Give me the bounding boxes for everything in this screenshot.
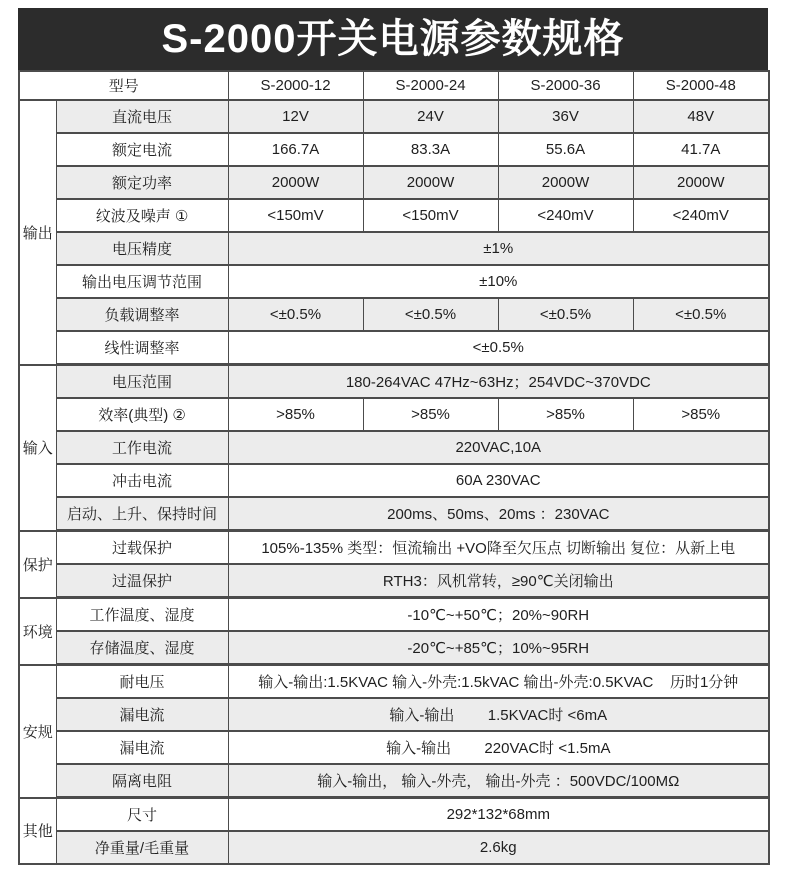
row-label: 额定电流 [56, 133, 228, 166]
row-label: 净重量/毛重量 [56, 831, 228, 864]
value-cell: <150mV [228, 199, 363, 232]
table-row [19, 166, 769, 199]
span-value-cell: 105%-135% 类型：恒流输出 +VO降至欠压点 切断输出 复位：从新上电 [228, 531, 769, 565]
span-value-cell: 60A 230VAC [228, 464, 769, 497]
model-name: S-2000-12 [228, 71, 363, 100]
value-cell: >85% [498, 398, 633, 431]
table-row [19, 133, 769, 166]
span-value-cell: -10℃~+50℃；20%~90RH [228, 598, 769, 632]
value-cell: <150mV [363, 199, 498, 232]
group-label-safety: 安规 [19, 665, 56, 798]
value-cell: <±0.5% [228, 298, 363, 331]
span-value-cell: 2.6kg [228, 831, 769, 864]
table-row [19, 665, 769, 699]
table-row [19, 298, 769, 331]
span-value-cell: 输入-输出:1.5KVAC 输入-外壳:1.5kVAC 输出-外壳:0.5KVAC 历时1分钟 [228, 665, 769, 699]
span-value-cell: 输入-输出， 输入-外壳， 输出-外壳 ：500VDC/100MΩ [228, 764, 769, 798]
row-label: 电压范围 [56, 365, 228, 399]
model-name: S-2000-36 [498, 71, 633, 100]
table-header-row [19, 71, 769, 100]
page-title: S-2000开关电源参数规格 [18, 8, 768, 70]
value-cell: 36V [498, 100, 633, 133]
value-cell: <240mV [633, 199, 769, 232]
row-label: 额定功率 [56, 166, 228, 199]
model-name: S-2000-48 [633, 71, 769, 100]
value-cell: 24V [363, 100, 498, 133]
group-label-protection: 保护 [19, 531, 56, 598]
table-row [19, 431, 769, 464]
table-row [19, 764, 769, 798]
value-cell: 2000W [633, 166, 769, 199]
table-row [19, 331, 769, 365]
row-label: 过温保护 [56, 564, 228, 598]
row-label: 负载调整率 [56, 298, 228, 331]
table-row [19, 598, 769, 632]
value-cell: <±0.5% [363, 298, 498, 331]
row-label: 电压精度 [56, 232, 228, 265]
model-header-label: 型号 [19, 71, 228, 100]
span-value-cell: 292*132*68mm [228, 798, 769, 832]
row-label: 线性调整率 [56, 331, 228, 365]
value-cell: <240mV [498, 199, 633, 232]
row-label: 效率(典型) ② [56, 398, 228, 431]
row-label: 耐电压 [56, 665, 228, 699]
table-row [19, 564, 769, 598]
row-label: 冲击电流 [56, 464, 228, 497]
span-value-cell: <±0.5% [228, 331, 769, 365]
table-row [19, 398, 769, 431]
table-row [19, 199, 769, 232]
table-row [19, 698, 769, 731]
value-cell: 2000W [363, 166, 498, 199]
row-label: 漏电流 [56, 731, 228, 764]
row-label: 漏电流 [56, 698, 228, 731]
row-label: 隔离电阻 [56, 764, 228, 798]
span-value-cell: 输入-输出 1.5KVAC时 <6mA [228, 698, 769, 731]
value-cell: 48V [633, 100, 769, 133]
row-label: 纹波及噪声 ① [56, 199, 228, 232]
value-cell: 41.7A [633, 133, 769, 166]
row-label: 过载保护 [56, 531, 228, 565]
table-row [19, 365, 769, 399]
spec-table [18, 70, 770, 865]
row-label: 存储温度、湿度 [56, 631, 228, 665]
table-row [19, 798, 769, 832]
value-cell: 2000W [498, 166, 633, 199]
table-row [19, 531, 769, 565]
row-label: 尺寸 [56, 798, 228, 832]
value-cell: 83.3A [363, 133, 498, 166]
table-row [19, 831, 769, 864]
table-row [19, 100, 769, 133]
group-label-other: 其他 [19, 798, 56, 865]
group-label-environment: 环境 [19, 598, 56, 665]
table-row [19, 232, 769, 265]
group-label-output: 输出 [19, 100, 56, 365]
row-label: 输出电压调节范围 [56, 265, 228, 298]
value-cell: 2000W [228, 166, 363, 199]
span-value-cell: 200ms、50ms、20ms ：230VAC [228, 497, 769, 531]
span-value-cell: -20℃~+85℃；10%~95RH [228, 631, 769, 665]
row-label: 启动、上升、保持时间 [56, 497, 228, 531]
model-name: S-2000-24 [363, 71, 498, 100]
value-cell: >85% [228, 398, 363, 431]
row-label: 工作温度、湿度 [56, 598, 228, 632]
table-row [19, 497, 769, 531]
value-cell: <±0.5% [498, 298, 633, 331]
span-value-cell: 220VAC,10A [228, 431, 769, 464]
table-row [19, 464, 769, 497]
value-cell: 166.7A [228, 133, 363, 166]
value-cell: 55.6A [498, 133, 633, 166]
value-cell: >85% [633, 398, 769, 431]
span-value-cell: RTH3：风机常转，≥90℃关闭输出 [228, 564, 769, 598]
table-row [19, 265, 769, 298]
table-row [19, 731, 769, 764]
span-value-cell: ±10% [228, 265, 769, 298]
value-cell: 12V [228, 100, 363, 133]
value-cell: <±0.5% [633, 298, 769, 331]
table-row [19, 631, 769, 665]
row-label: 直流电压 [56, 100, 228, 133]
span-value-cell: 180-264VAC 47Hz~63Hz；254VDC~370VDC [228, 365, 769, 399]
span-value-cell: 输入-输出 220VAC时 <1.5mA [228, 731, 769, 764]
value-cell: >85% [363, 398, 498, 431]
group-label-input: 输入 [19, 365, 56, 531]
span-value-cell: ±1% [228, 232, 769, 265]
row-label: 工作电流 [56, 431, 228, 464]
